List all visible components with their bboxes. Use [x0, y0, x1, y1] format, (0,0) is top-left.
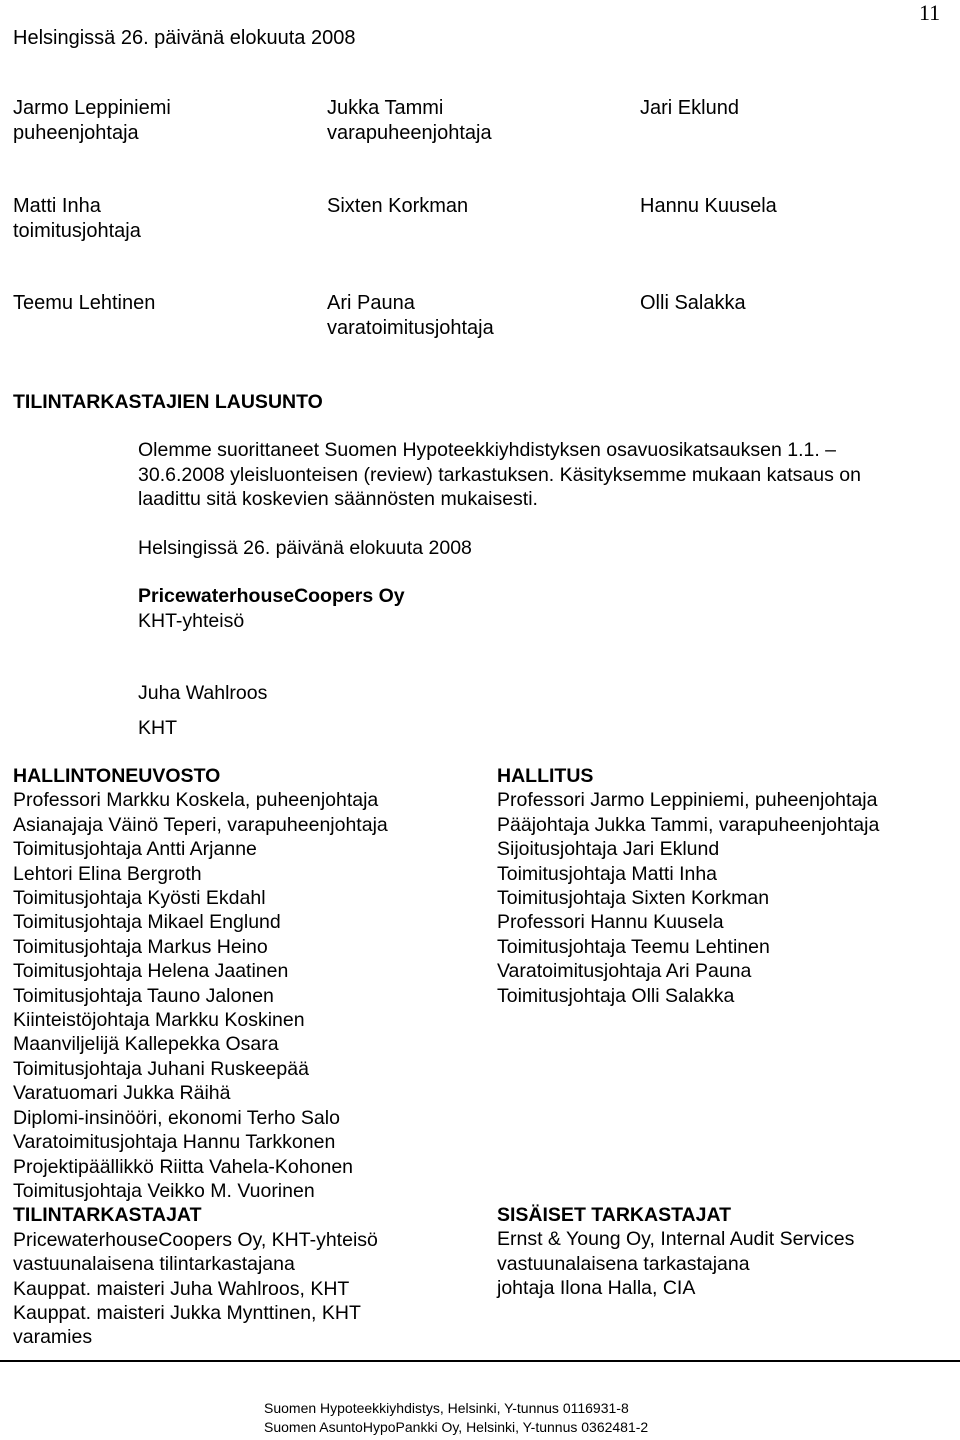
list-item: Diplomi-insinööri, ekonomi Terho Salo	[13, 1106, 340, 1129]
section-heading-sisaiset-tarkastajat: SISÄISET TARKASTAJAT	[497, 1204, 732, 1226]
audit-signer: Juha Wahlroos	[138, 682, 268, 704]
list-item: vastuunalaisena tilintarkastajana	[13, 1253, 295, 1276]
audit-signer-title: KHT	[138, 717, 177, 739]
signature-block	[640, 291, 746, 316]
signature-block	[327, 96, 492, 145]
list-item: Lehtori Elina Bergroth	[13, 862, 202, 885]
list-item: Ernst & Young Oy, Internal Audit Services	[497, 1228, 855, 1251]
list-item: Toimitusjohtaja Antti Arjanne	[13, 838, 257, 861]
audit-date: Helsingissä 26. päivänä elokuuta 2008	[138, 537, 472, 559]
signature-block	[13, 96, 171, 145]
signature-name: Ari Pauna	[327, 292, 415, 314]
signature-block	[640, 194, 777, 219]
audit-line: Olemme suorittaneet Suomen Hypoteekkiyhdistyksen osavuosikatsauksen 1.1. –	[138, 439, 837, 461]
audit-firm-sub: KHT-yhteisö	[138, 610, 245, 632]
list-item: Sijoitusjohtaja Jari Eklund	[497, 838, 720, 861]
signature-name: Jari Eklund	[640, 97, 739, 119]
list-item: Toimitusjohtaja Markus Heino	[13, 935, 268, 958]
list-item: Varatuomari Jukka Räihä	[13, 1082, 231, 1105]
list-item: Toimitusjohtaja Helena Jaatinen	[13, 960, 289, 983]
signature-title: puheenjohtaja	[13, 121, 139, 144]
footer	[264, 1399, 648, 1437]
list-item: Toimitusjohtaja Kyösti Ekdahl	[13, 887, 266, 910]
list-item: Toimitusjohtaja Teemu Lehtinen	[497, 935, 770, 958]
footer-divider	[0, 1360, 960, 1362]
section-heading-hallitus: HALLITUS	[497, 765, 594, 787]
signature-name: Hannu Kuusela	[640, 195, 777, 217]
signature-name: Matti Inha	[13, 195, 101, 217]
signature-name: Jarmo Leppiniemi	[13, 97, 171, 119]
audit-statement	[138, 438, 861, 512]
list-item: Toimitusjohtaja Matti Inha	[497, 862, 718, 885]
header-date: Helsingissä 26. päivänä elokuuta 2008	[13, 27, 356, 49]
signature-block	[13, 291, 155, 316]
footer-line: Suomen Hypoteekkiyhdistys, Helsinki, Y-tunnus 0116931-8	[264, 1400, 629, 1416]
list-item: Kiinteistöjohtaja Markku Koskinen	[13, 1009, 305, 1032]
list-item: Toimitusjohtaja Olli Salakka	[497, 984, 735, 1007]
list-item: Kauppat. maisteri Jukka Mynttinen, KHT	[13, 1301, 361, 1324]
signature-block	[640, 96, 739, 121]
list-item: Pääjohtaja Jukka Tammi, varapuheenjohtaja	[497, 813, 880, 836]
section-heading-hallintoneuvosto: HALLINTONEUVOSTO	[13, 765, 221, 787]
signature-name: Jukka Tammi	[327, 97, 444, 119]
list-item: Professori Hannu Kuusela	[497, 911, 724, 934]
list-item: Toimitusjohtaja Mikael Englund	[13, 911, 281, 934]
list-item: Varatoimitusjohtaja Hannu Tarkkonen	[13, 1131, 336, 1154]
list-item: Maanviljelijä Kallepekka Osara	[13, 1033, 279, 1056]
list-item: varamies	[13, 1326, 93, 1349]
list-item: johtaja Ilona Halla, CIA	[497, 1277, 696, 1300]
list-item: Varatoimitusjohtaja Ari Pauna	[497, 960, 752, 983]
list-item: Professori Jarmo Leppiniemi, puheenjohtaja	[497, 789, 878, 812]
signature-title: varapuheenjohtaja	[327, 121, 492, 144]
audit-line: 30.6.2008 yleisluonteisen (review) tarkastuksen. Käsityksemme mukaan katsaus on	[138, 463, 861, 486]
signature-name: Sixten Korkman	[327, 195, 469, 217]
list-item: vastuunalaisena tarkastajana	[497, 1252, 750, 1275]
audit-line: laadittu sitä koskevien säännösten mukaisesti.	[138, 488, 538, 510]
signature-name: Teemu Lehtinen	[13, 292, 156, 314]
list-item: Professori Markku Koskela, puheenjohtaja	[13, 789, 379, 812]
right-column-top	[497, 764, 879, 1008]
list-item: PricewaterhouseCoopers Oy, KHT-yhteisö	[13, 1228, 378, 1251]
page-number: 11	[919, 0, 941, 25]
signature-title: varatoimitusjohtaja	[327, 316, 494, 339]
list-item: Asianajaja Väinö Teperi, varapuheenjohtaja	[13, 813, 388, 836]
section-heading-tilintarkastajat: TILINTARKASTAJAT	[13, 1204, 202, 1227]
list-item: Toimitusjohtaja Tauno Jalonen	[13, 984, 274, 1007]
list-item: Projektipäällikkö Riitta Vahela-Kohonen	[13, 1155, 354, 1178]
footer-line: Suomen AsuntoHypoPankki Oy, Helsinki, Y-tunnus 0362481-2	[264, 1419, 649, 1435]
signature-block	[13, 194, 141, 243]
list-item: Toimitusjohtaja Juhani Ruskeepää	[13, 1057, 309, 1080]
signature-name: Olli Salakka	[640, 292, 746, 314]
audit-firm: PricewaterhouseCoopers Oy	[138, 585, 405, 607]
right-column-bottom	[497, 1203, 854, 1301]
list-item: Toimitusjohtaja Sixten Korkman	[497, 887, 770, 910]
signature-title: toimitusjohtaja	[13, 219, 141, 242]
list-item: Toimitusjohtaja Veikko M. Vuorinen	[13, 1179, 315, 1202]
list-item: Kauppat. maisteri Juha Wahlroos, KHT	[13, 1277, 350, 1300]
left-column	[13, 764, 388, 1350]
signature-block	[327, 291, 494, 340]
signature-block	[327, 194, 468, 219]
audit-heading: TILINTARKASTAJIEN LAUSUNTO	[13, 391, 323, 413]
